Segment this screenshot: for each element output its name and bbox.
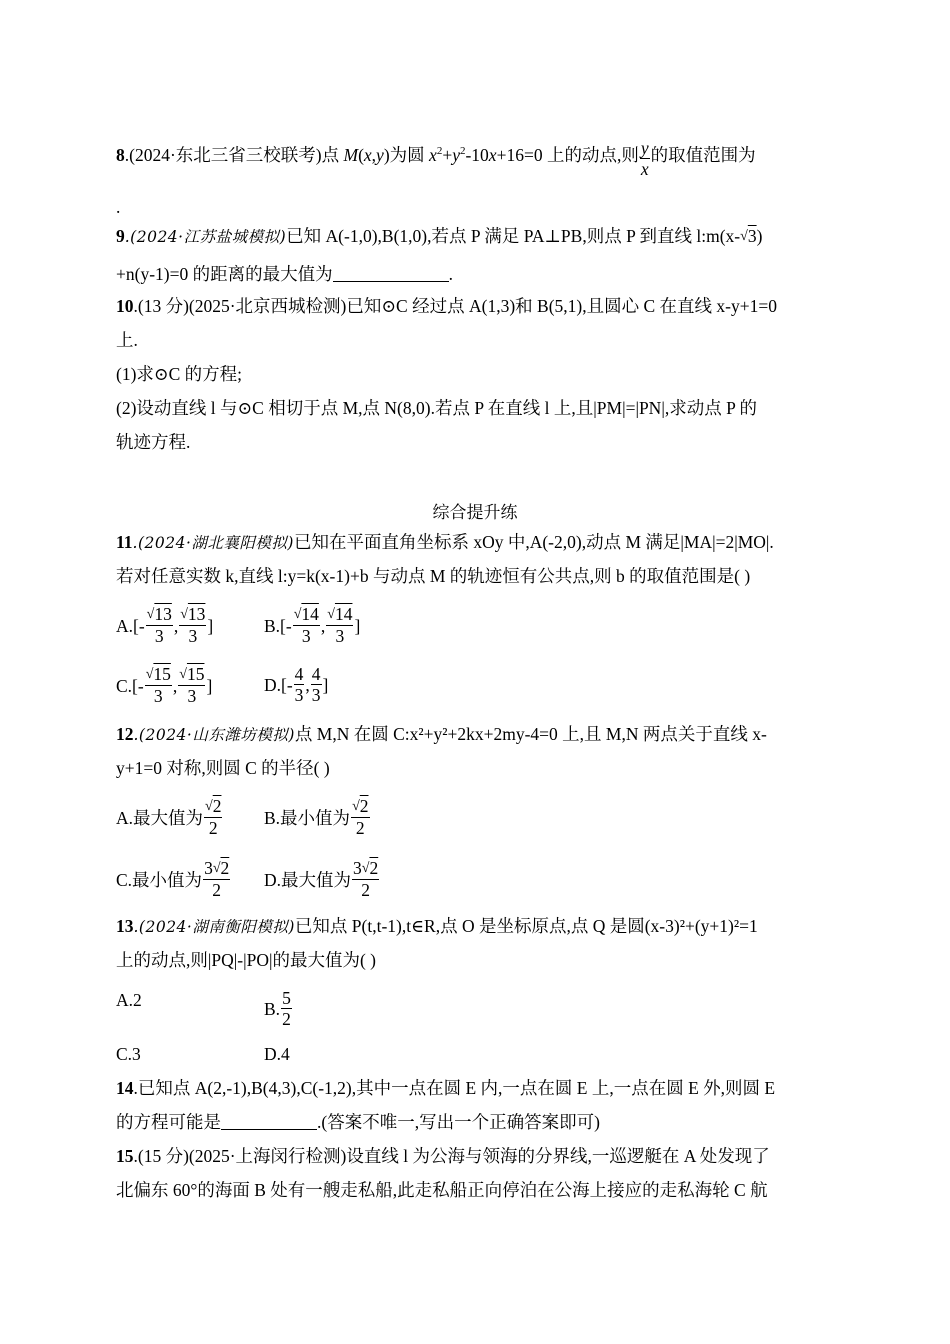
question-10-line2: 上. bbox=[116, 330, 138, 350]
question-10-part1: (1)求⊙C 的方程; bbox=[116, 364, 242, 384]
option-13-C[interactable]: C.3 bbox=[116, 1044, 141, 1064]
question-13-line2: 上的动点,则|PQ|-|PO|的最大值为( ) bbox=[116, 950, 376, 970]
answer-blank[interactable] bbox=[333, 263, 449, 282]
option-12-B[interactable]: B.最小值为 $\frac{√2}{2}$ bbox=[264, 796, 369, 838]
question-11-line1: 11.(2024·湖北襄阳模拟)已知在平面直角坐标系 xOy 中,A(-2,0),动点 M 满足|MA|=2|MO|. bbox=[116, 532, 774, 552]
question-9-line1: 9.(2024·江苏盐城模拟)已知 A(-1,0),B(1,0),若点 P 满足 PA⊥PB,则点 P 到直线 l:m(x-√3) bbox=[116, 226, 763, 246]
option-12-A[interactable]: A.最大值为 $\frac{√2}{2}$ bbox=[116, 796, 222, 838]
question-14-line2: 的方程可能是 .(答案不唯一,写出一个正确答案即可) bbox=[116, 1112, 600, 1132]
answer-blank[interactable] bbox=[221, 1111, 317, 1130]
option-12-D[interactable]: D.最大值为 $\frac{3√2}{2}$ bbox=[264, 858, 379, 900]
question-12-line2: y+1=0 对称,则圆 C 的半径( ) bbox=[116, 758, 330, 778]
question-9-line2: +n(y-1)=0 的距离的最大值为 . bbox=[116, 264, 453, 284]
question-8-line1: 8.(2024·东北三省三校联考)点 M(x,y)为圆 $x^2+y^2-10x+16=0$ 上的动点,则 $\frac{y}{x}$ 的取值范围为 bbox=[116, 138, 756, 179]
question-15-line1: 15.(15 分)(2025·上海闵行检测)设直线 l 为公海与领海的分界线,一巡逻艇在 A 处发现了 bbox=[116, 1146, 770, 1166]
sqrt-3: √3 bbox=[740, 226, 757, 246]
option-11-A[interactable]: A.[- $\frac{√13}{3}$ , $\frac{√13}{3}$ ] bbox=[116, 604, 214, 646]
option-11-D[interactable]: D.[- $\frac{4}{3}$ , $\frac{4}{3}$ ] bbox=[264, 664, 329, 705]
option-13-A[interactable]: A.2 bbox=[116, 990, 142, 1010]
option-12-C[interactable]: C.最小值为 $\frac{3√2}{2}$ bbox=[116, 858, 230, 900]
fraction-y-over-x: $\frac{y}{x}$ bbox=[640, 138, 649, 179]
question-15-line2: 北偏东 60°的海面 B 处有一艘走私船,此走私船正向停泊在公海上接应的走私海轮 C 航 bbox=[116, 1180, 768, 1200]
question-10-part2-line1: (2)设动直线 l 与⊙C 相切于点 M,点 N(8,0).若点 P 在直线 l 上,且|PM|=|PN|,求动点 P 的 bbox=[116, 398, 758, 418]
question-13-line1: 13.(2024·湖南衡阳模拟)已知点 P(t,t-1),t∈R,点 O 是坐标原点,点 Q 是圆(x-3)²+(y+1)²=1 bbox=[116, 916, 758, 936]
option-11-B[interactable]: B.[- $\frac{√14}{3}$ , $\frac{√14}{3}$ ] bbox=[264, 604, 361, 646]
option-11-C[interactable]: C.[- $\frac{√15}{3}$ , $\frac{√15}{3}$ ] bbox=[116, 664, 213, 706]
question-10-line1: 10.(13 分)(2025·北京西城检测)已知⊙C 经过点 A(1,3)和 B(5,1),且圆心 C 在直线 x-y+1=0 bbox=[116, 296, 777, 316]
question-14-line1: 14.已知点 A(2,-1),B(4,3),C(-1,2),其中一点在圆 E 内,一点在圆 E 上,一点在圆 E 外,则圆 E bbox=[116, 1078, 776, 1098]
question-10-part2-line2: 轨迹方程. bbox=[116, 432, 191, 452]
question-8-period: . bbox=[116, 197, 121, 217]
option-13-D[interactable]: D.4 bbox=[264, 1044, 290, 1064]
section-heading: 综合提升练 bbox=[432, 503, 518, 523]
question-12-line1: 12.(2024·山东潍坊模拟)点 M,N 在圆 C:x²+y²+2kx+2my-4=0 上,且 M,N 两点关于直线 x- bbox=[116, 724, 767, 744]
question-11-line2: 若对任意实数 k,直线 l:y=k(x-1)+b 与动点 M 的轨迹恒有公共点,则 b 的取值范围是( ) bbox=[116, 566, 751, 586]
option-13-B[interactable]: B. $\frac{5}{2}$ bbox=[264, 988, 291, 1029]
